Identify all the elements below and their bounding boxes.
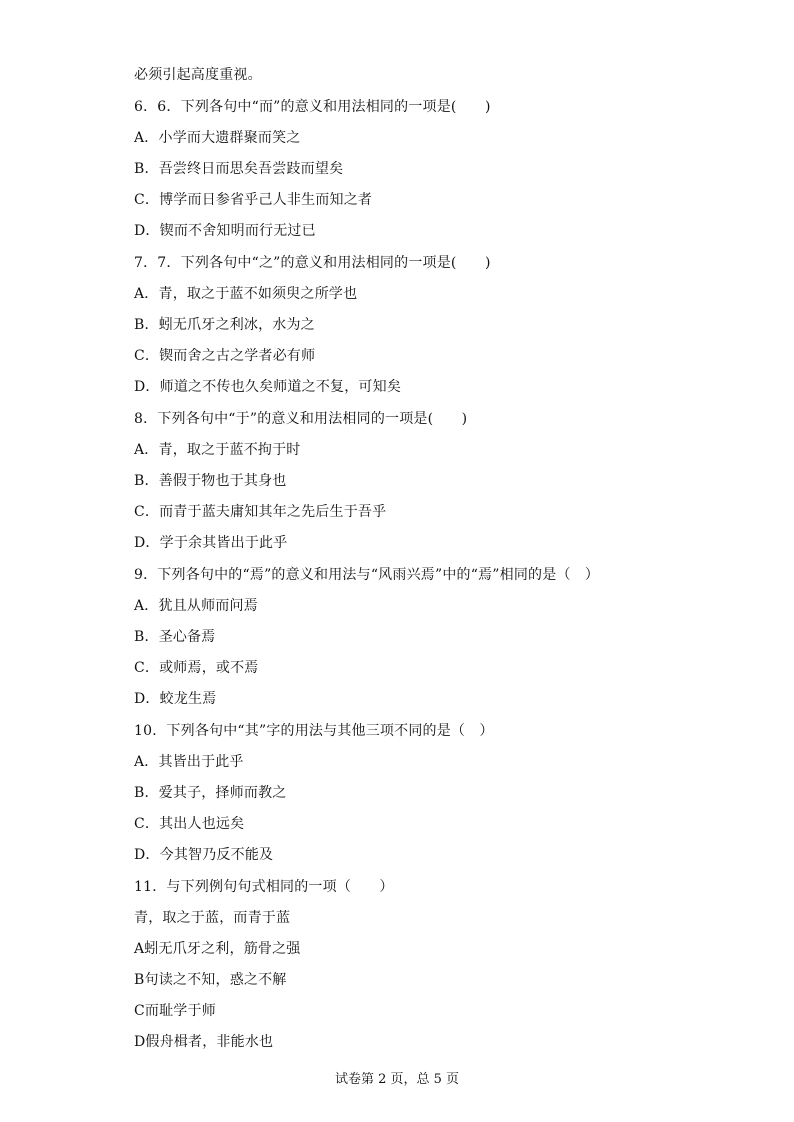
question-11-option-c: C而耻学于师 — [134, 1003, 216, 1019]
question-6-option-c: C．博学而日参省乎己人非生而知之者 — [134, 192, 373, 208]
question-8-stem: 8．下列各句中“于”的意义和用法相同的一项是( ) — [134, 411, 468, 427]
question-9-option-a: A．犹且从师而问焉 — [134, 598, 258, 614]
page-footer: 试卷第 2 页，总 5 页 — [334, 1072, 460, 1087]
question-6-option-b: B．吾尝终日而思矣吾尝跂而望矣 — [134, 161, 344, 177]
question-11-stem: 11．与下列例句句式相同的一项（ ） — [134, 879, 394, 895]
question-9-stem: 9．下列各句中的“焉”的意义和用法与“风雨兴焉”中的“焉”相同的是（ ） — [134, 567, 600, 583]
question-10-option-a: A．其皆出于此乎 — [134, 754, 244, 770]
question-7-stem: 7．7．下列各句中“之”的意义和用法相同的一项是( ) — [134, 255, 491, 271]
question-10-stem: 10．下列各句中“其”字的用法与其他三项不同的是（ ） — [134, 723, 494, 739]
question-7-option-b: B．蚓无爪牙之利冰，水为之 — [134, 317, 315, 333]
question-11-option-a: A蚓无爪牙之利，筋骨之强 — [134, 941, 301, 957]
question-7-option-d: D．师道之不传也久矣师道之不复，可知矣 — [134, 379, 402, 395]
question-10-option-b: B．爱其子，择师而教之 — [134, 785, 287, 801]
question-11-example: 青，取之于蓝，而青于蓝 — [134, 910, 291, 926]
question-6-stem: 6．6．下列各句中“而”的意义和用法相同的一项是( ) — [134, 99, 491, 115]
question-8-option-a: A．青，取之于蓝不拘于时 — [134, 442, 301, 458]
question-10-option-d: D．今其智乃反不能及 — [134, 847, 274, 863]
question-11-option-d: D假舟楫者，非能水也 — [134, 1034, 274, 1050]
question-10-option-c: C．其出人也远矣 — [134, 816, 245, 832]
question-9-option-d: D．蛟龙生焉 — [134, 691, 217, 707]
question-7-option-a: A．青，取之于蓝不如须臾之所学也 — [134, 286, 358, 302]
question-9-option-c: C．或师焉，或不焉 — [134, 660, 259, 676]
question-6-option-d: D．锲而不舍知明而行无过已 — [134, 223, 316, 239]
question-9-option-b: B．圣心备焉 — [134, 629, 216, 645]
question-11-option-b: B句读之不知，惑之不解 — [134, 972, 287, 988]
question-8-option-b: B．善假于物也于其身也 — [134, 473, 287, 489]
question-8-option-d: D．学于余其皆出于此乎 — [134, 535, 288, 551]
question-6-option-a: A．小学而大遗群聚而笑之 — [134, 130, 301, 146]
question-7-option-c: C．锲而舍之古之学者必有师 — [134, 348, 316, 364]
text-line-continuation: 必须引起高度重视。 — [134, 67, 262, 83]
question-8-option-c: C．而青于蓝夫庸知其年之先后生于吾乎 — [134, 504, 387, 520]
